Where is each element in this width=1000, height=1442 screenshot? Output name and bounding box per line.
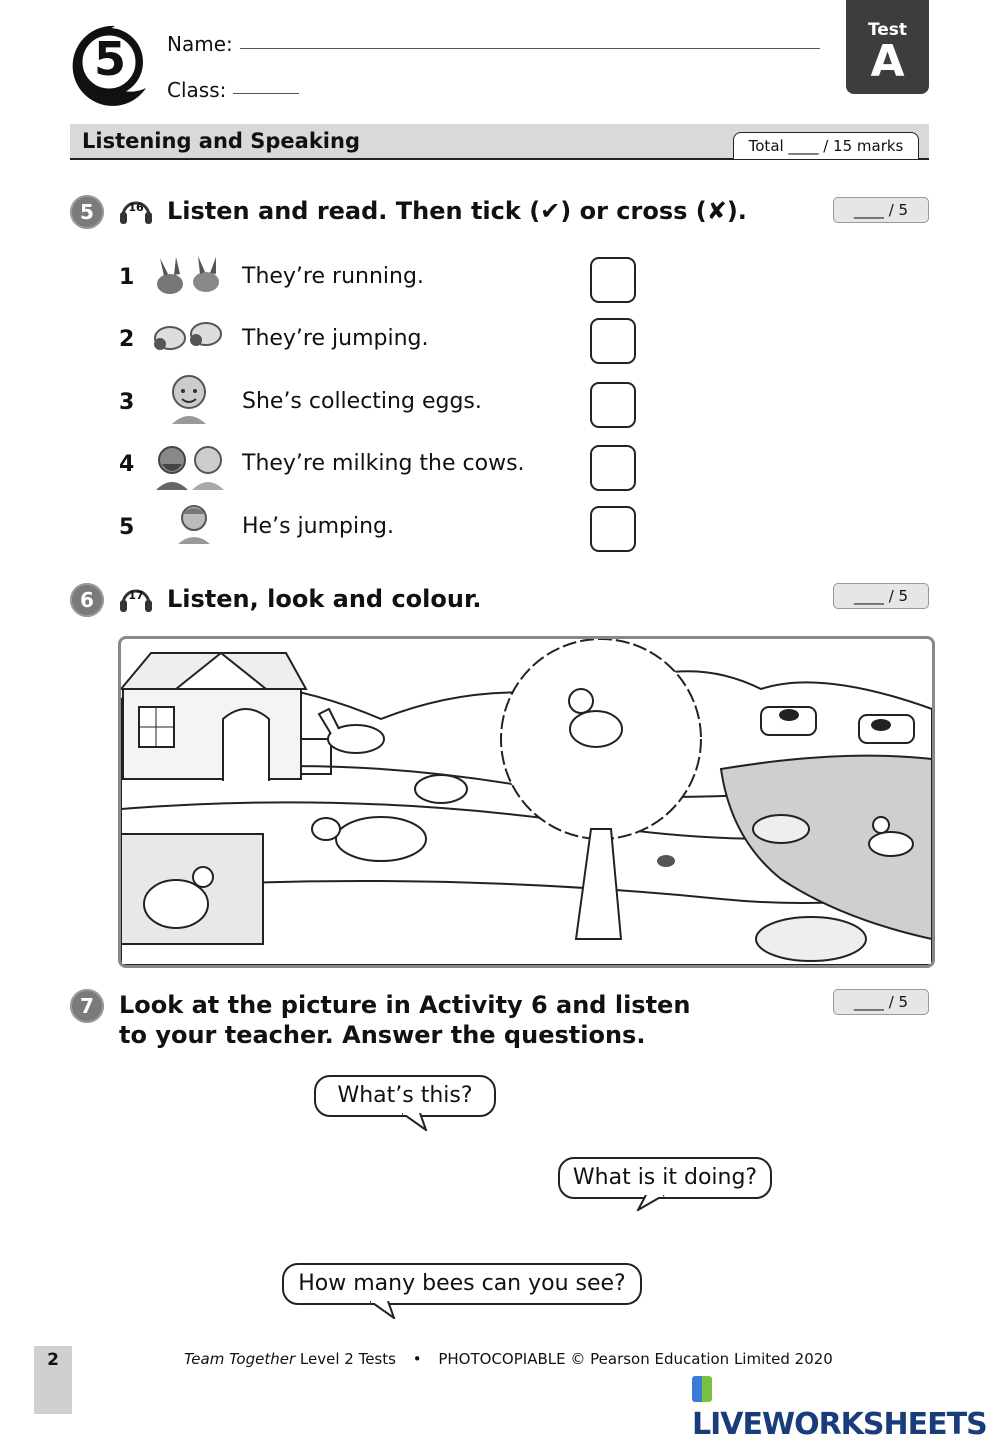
tick-box-4[interactable]	[590, 445, 636, 491]
speech-bubble-tail	[636, 1195, 666, 1215]
name-label: Name:	[167, 32, 233, 56]
unit-badge	[70, 22, 148, 108]
activity-7-instruction-line-1: Look at the picture in Activity 6 and listen	[119, 991, 691, 1019]
activity-5-instruction: Listen and read. Then tick (✔) or cross (✘).	[167, 197, 747, 225]
speech-bubble-tail	[402, 1113, 432, 1135]
headphones-icon	[118, 192, 154, 228]
class-field[interactable]	[233, 93, 299, 94]
track-number: 17	[128, 589, 144, 602]
tick-box-2[interactable]	[590, 318, 636, 364]
activity-6-instruction: Listen, look and colour.	[167, 585, 482, 613]
total-marks: Total ____ / 15 marks	[733, 132, 919, 159]
activity-6-score: ____ / 5	[833, 583, 929, 609]
man-and-woman-picture	[150, 442, 230, 494]
book-level: Level 2 Tests	[295, 1350, 396, 1368]
girl-picture	[164, 372, 214, 428]
activity-7-number: 7	[70, 989, 104, 1023]
donkeys-picture	[150, 254, 228, 304]
item-text: They’re jumping.	[242, 326, 429, 351]
item-number: 3	[119, 390, 135, 415]
activity-7-instruction-line-2: to your teacher. Answer the questions.	[119, 1021, 646, 1049]
page-number: 2	[34, 1346, 72, 1414]
footer-bullet: •	[412, 1350, 422, 1368]
boy-picture	[172, 502, 216, 548]
class-label: Class:	[167, 78, 227, 102]
brand-text: LIVEWORKSHEETS	[692, 1407, 987, 1442]
test-letter: A	[870, 36, 905, 87]
activity-6-number: 6	[70, 583, 104, 617]
section-title: Listening and Speaking	[82, 129, 360, 153]
item-number: 4	[119, 452, 135, 477]
book-title: Team Together	[184, 1350, 296, 1368]
test-tab	[846, 0, 929, 94]
test-word: Test	[867, 20, 908, 40]
item-number: 5	[119, 515, 135, 540]
speech-bubble-tail	[370, 1301, 400, 1323]
activity-5-score: ____ / 5	[833, 197, 929, 223]
speech-bubble: How many bees can you see?	[282, 1263, 642, 1305]
activity-5-number: 5	[70, 195, 104, 229]
item-text: He’s jumping.	[242, 514, 394, 539]
liveworksheets-logo[interactable]	[692, 1372, 1000, 1442]
farm-scene-picture[interactable]	[118, 636, 935, 968]
tick-box-5[interactable]	[590, 506, 636, 552]
copyright: PHOTOCOPIABLE © Pearson Education Limited 2020	[438, 1350, 833, 1368]
item-text: She’s collecting eggs.	[242, 389, 482, 414]
footer-credit	[184, 1350, 833, 1368]
speech-bubble: What’s this?	[314, 1075, 496, 1117]
sheep-picture	[150, 316, 228, 366]
item-text: They’re milking the cows.	[242, 451, 525, 476]
item-text: They’re running.	[242, 264, 424, 289]
track-number: 16	[128, 201, 144, 214]
tick-box-1[interactable]	[590, 257, 636, 303]
headphones-icon	[118, 580, 154, 616]
item-number: 2	[119, 327, 135, 352]
liveworksheets-icon	[692, 1376, 712, 1402]
tick-box-3[interactable]	[590, 382, 636, 428]
item-number: 1	[119, 265, 135, 290]
name-field[interactable]	[240, 48, 820, 49]
speech-bubble: What is it doing?	[558, 1157, 772, 1199]
unit-number: 5	[93, 32, 126, 86]
activity-7-score: ____ / 5	[833, 989, 929, 1015]
